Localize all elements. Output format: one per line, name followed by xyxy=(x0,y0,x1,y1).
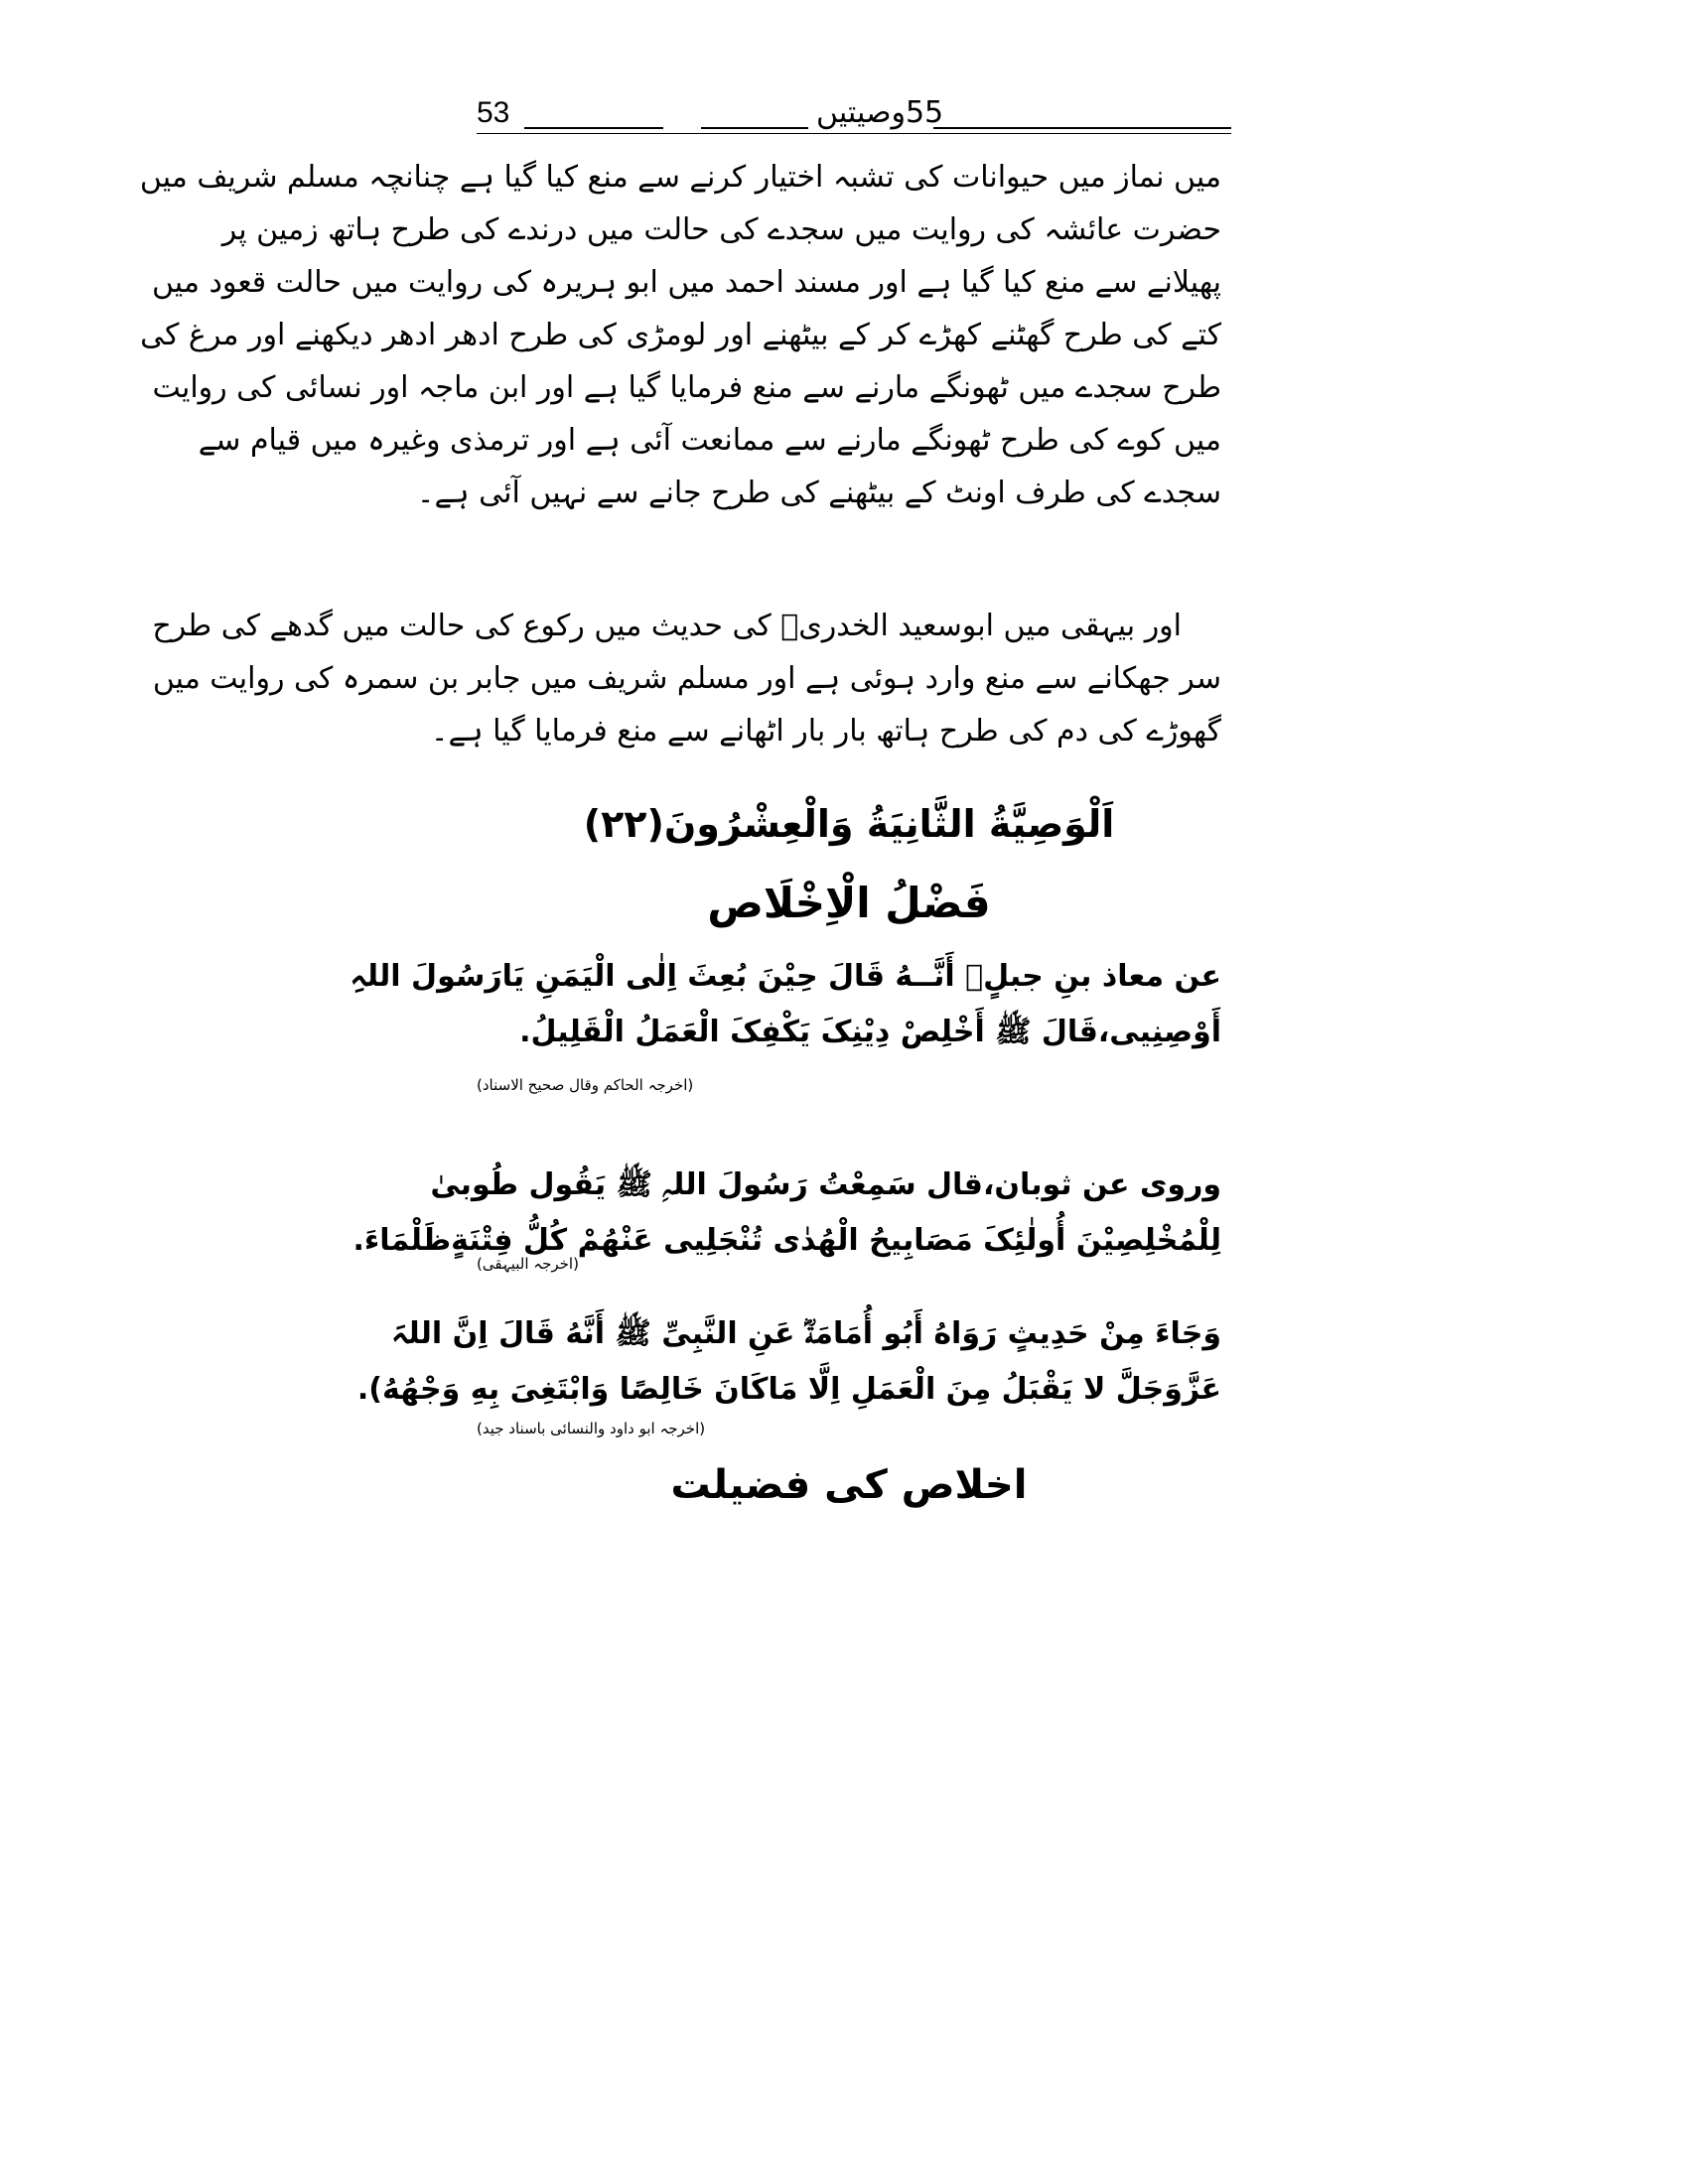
header-rule xyxy=(701,127,808,129)
text-line: سجدے کی طرف اونٹ کے بیٹھنے کی طرح جانے سے نہیں آئی ہے۔ xyxy=(416,476,1221,510)
text-line: کتے کی طرح گھٹنے کھڑے کر کے بیٹھنے اور لومڑی کی طرح ادھر ادھر دیکھنے اور مرغ کی xyxy=(140,318,1221,352)
hadith-line: وروی عن ثوبان،قال سَمِعْتُ رَسُولَ اللہِ ﷺ یَقُول طُوبیٰ xyxy=(430,1167,1221,1202)
header-rule xyxy=(933,127,1231,129)
book-title: 55وصیتیں xyxy=(816,95,944,130)
hadith-line: أَوْصِنِیی،قَالَ ﷺ أَخْلِصْ دِیْنِکَ یَکْفِکَ الْعَمَلُ الْقَلِیلُ. xyxy=(519,1015,1221,1049)
text-line: سر جھکانے سے منع وارد ہوئی ہے اور مسلم شریف میں جابر بن سمرہ کی روایت میں xyxy=(152,661,1221,696)
page-number: 53 xyxy=(477,96,510,129)
hadith-abu-umama xyxy=(356,1306,1221,1418)
section-heading-wasiya: اَلْوَصِیَّةُ الثَّانِیَةُ وَالْعِشْرُونَ(۲۲) xyxy=(583,802,1115,846)
hadith-muadh xyxy=(350,949,1221,1060)
text-line: پھیلانے سے منع کیا گیا ہے اور مسند احمد میں ابو ہریرہ کی روایت میں حالت قعود میں xyxy=(151,265,1221,300)
text-line: اور بیہقی میں ابوسعید الخدریؓ کی حدیث میں رکوع کی حالت میں گدھے کی طرح xyxy=(152,609,1182,643)
text-line: طرح سجدے میں ٹھونگے مارنے سے منع فرمایا گیا ہے اور ابن ماجہ اور نسائی کی روایت xyxy=(152,370,1221,405)
paragraph-baihaqi xyxy=(152,600,1221,757)
citation: (اخرجہ الحاکم وقال صحیح الاسناد) xyxy=(477,1076,694,1094)
header-rule xyxy=(524,127,663,129)
text-line: میں کوے کی طرح ٹھونگے مارنے سے ممانعت آئی ہے اور ترمذی وغیرہ میں قیام سے xyxy=(198,423,1221,458)
hadith-line: عن معاذ بنِ جبلٍؓ أَنَّــهُ قَالَ حِیْنَ بُعِثَ اِلٰی الْیَمَنِ یَارَسُولَ اللہِ xyxy=(350,959,1221,994)
text-line: حضرت عائشہ کی روایت میں سجدے کی حالت میں درندے کی طرح ہاتھ زمین پر xyxy=(221,212,1221,247)
citation: (اخرجہ ابو داود والنسائی باسناد جید) xyxy=(477,1420,706,1437)
section-heading-fadl: فَضْلُ الْاِخْلَاص xyxy=(707,879,991,927)
hadith-line: لِلْمُخْلِصِیْنَ أُولٰئِکَ مَصَابِیحُ الْهُدٰی تُنْجَلِیی عَنْهُمْ کُلُّ فِتْنَةٍظَلْمَاءَ. xyxy=(352,1223,1221,1258)
page-header xyxy=(467,95,1231,135)
citation: (اخرجہ البیہقی) xyxy=(477,1255,579,1273)
hadith-line: وَجَاءَ مِنْ حَدِیثٍ رَوَاهُ أَبُو أُمَامَةؓ عَنِ النَّبِیِّ ﷺ أَنَّهُ قَالَ اِنَّ اللہَ xyxy=(390,1316,1221,1351)
hadith-line: عَزَّوَجَلَّ لا یَقْبَلُ مِنَ الْعَمَلِ اِلَّا مَاکَانَ خَالِصًا وَابْتَغِیَ بِهِ وَجْهُهُ). xyxy=(356,1372,1221,1407)
closing-heading: اخلاص کی فضیلت xyxy=(670,1462,1028,1508)
paragraph-animals-in-prayer xyxy=(139,151,1221,519)
text-line: میں نماز میں حیوانات کی تشبہ اختیار کرنے سے منع کیا گیا ہے چنانچہ مسلم شریف میں xyxy=(139,160,1221,195)
text-line: گھوڑے کی دم کی طرح ہاتھ بار بار اٹھانے سے منع فرمایا گیا ہے۔ xyxy=(430,714,1221,749)
header-underline xyxy=(477,133,1231,134)
